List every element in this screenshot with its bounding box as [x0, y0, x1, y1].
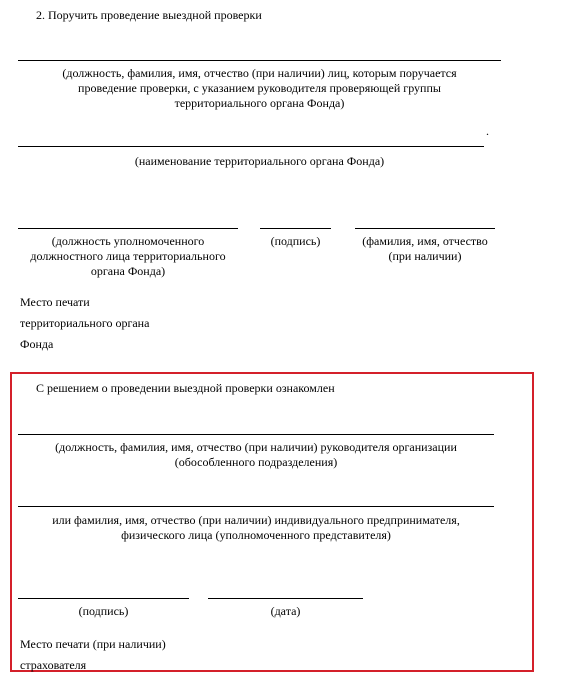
persons-caption	[18, 66, 501, 111]
period-mark: .	[486, 124, 489, 138]
head-fill-line	[18, 434, 494, 435]
persons-caption-line: (должность, фамилия, имя, отчество (при наличии) лиц, которым поручается	[62, 66, 457, 80]
org-fill-line	[18, 146, 484, 147]
entrepreneur-caption	[18, 513, 494, 543]
official-caption-line: должностного лица территориального	[30, 249, 226, 263]
name-caption-line: (фамилия, имя, отчество	[362, 234, 488, 248]
head-caption-line: (должность, фамилия, имя, отчество (при наличии) руководителя организации	[55, 440, 457, 454]
head-caption	[18, 440, 494, 470]
official-fill-line	[18, 228, 238, 229]
insurer-stamp-line: Место печати (при наличии)	[20, 637, 166, 651]
name-fill-line	[355, 228, 495, 229]
org-caption: (наименование территориального органа Фонда)	[134, 154, 385, 168]
persons-fill-line	[18, 60, 501, 61]
section-heading: 2. Поручить проведение выездной проверки	[36, 8, 262, 22]
signature-fill-line	[260, 228, 331, 229]
acknowledgement-heading: С решением о проведении выездной проверки ознакомлен	[36, 381, 335, 395]
insurer-stamp-block	[20, 634, 166, 676]
name-caption	[350, 234, 500, 264]
name-caption-line: (при наличии)	[388, 249, 462, 263]
signature-caption: (подпись)	[270, 234, 321, 248]
entrepreneur-caption-line: или фамилия, имя, отчество (при наличии) индивидуального предпринимателя,	[52, 513, 460, 527]
official-caption	[18, 234, 238, 279]
ack-date-fill-line	[208, 598, 363, 599]
entrepreneur-fill-line	[18, 506, 494, 507]
entrepreneur-caption-line: физического лица (уполномоченного представителя)	[121, 528, 391, 542]
stamp-block	[20, 292, 149, 355]
ack-signature-caption: (подпись)	[78, 604, 129, 618]
ack-date-caption: (дата)	[270, 604, 301, 618]
ack-signature-fill-line	[18, 598, 189, 599]
head-caption-line: (обособленного подразделения)	[174, 455, 338, 469]
insurer-stamp-line: страхователя	[20, 658, 87, 672]
persons-caption-line: территориального органа Фонда)	[174, 96, 345, 110]
stamp-line: Место печати	[20, 295, 90, 309]
persons-caption-line: проведение проверки, с указанием руководителя проверяющей группы	[78, 81, 441, 95]
official-caption-line: органа Фонда)	[90, 264, 166, 278]
official-caption-line: (должность уполномоченного	[51, 234, 205, 248]
stamp-line: Фонда	[20, 337, 54, 351]
stamp-line: территориального органа	[20, 316, 150, 330]
